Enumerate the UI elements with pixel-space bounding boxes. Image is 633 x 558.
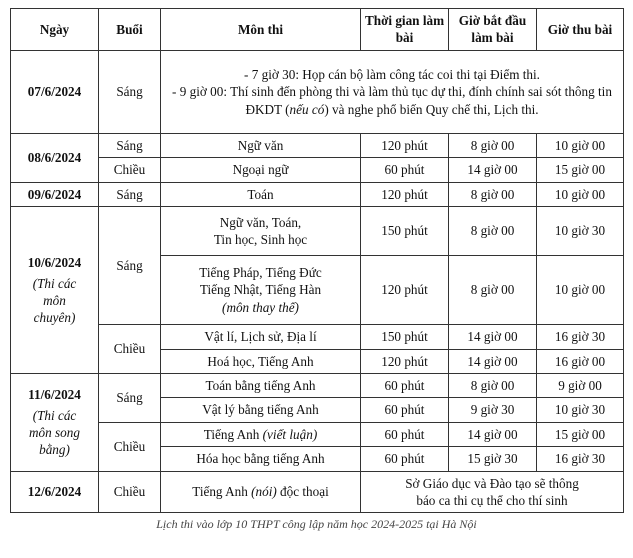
cell-duration: 150 phút [361,207,449,256]
cell-subject: Tiếng Anh (nói) độc thoại [161,471,361,513]
cell-subject: Ngữ văn [161,133,361,157]
table-row [11,422,624,446]
table-body [11,50,624,513]
cell-start-time: 8 giờ 00 [449,133,537,157]
table-row [11,182,624,206]
column-header-end-time: Giờ thu bài [537,9,624,51]
cell-session: Chiều [99,325,161,374]
cell-subject: Toán bằng tiếng Anh [161,373,361,397]
cell-session: Chiều [99,471,161,513]
cell-subject [161,207,361,256]
cell-session: Sáng [99,207,161,325]
cell-date: 08/6/2024 [11,133,99,182]
cell-start-time: 14 giờ 00 [449,349,537,373]
cell-subject: Ngoại ngữ [161,158,361,182]
cell-end-time: 10 giờ 00 [537,133,624,157]
cell-end-time: 10 giờ 30 [537,398,624,422]
column-header-subject: Môn thi [161,9,361,51]
cell-subject: Vật lý bằng tiếng Anh [161,398,361,422]
cell-date [11,207,99,374]
subject-line-3: (môn thay thế) [222,299,299,315]
cell-end-time: 16 giờ 30 [537,447,624,471]
cell-end-time: 15 giờ 00 [537,422,624,446]
cell-start-time: 14 giờ 00 [449,422,537,446]
subject-line-2: Tiếng Nhật, Tiếng Hàn [199,282,322,298]
subject-italic: (viết luận) [262,426,318,442]
table-row [11,373,624,397]
note-line-2: - 9 giờ 00: Thí sinh đến phòng thi và làm thủ tục dự thi, đính chính sai sót thông tin ĐKDT (nếu có) và nghe phổ biến Quy chế thi, Lịch thi. [172,84,612,117]
cell-end-time: 16 giờ 00 [537,349,624,373]
cell-duration: 150 phút [361,325,449,349]
cell-session: Sáng [99,50,161,133]
subject-line-1: Ngữ văn, Toán, [219,214,302,230]
cell-session: Sáng [99,133,161,157]
cell-subject: Tiếng Anh (viết luận) [161,422,361,446]
table-row [11,325,624,349]
cell-session: Sáng [99,182,161,206]
cell-duration: 120 phút [361,256,449,325]
subject-italic: (nói) [251,484,277,500]
cell-subject: Hoá học, Tiếng Anh [161,349,361,373]
cell-date-value: 10/6/2024 [27,255,82,271]
cell-duration: 120 phút [361,133,449,157]
cell-duration: 60 phút [361,158,449,182]
subject-line-2: Tin học, Sinh học [213,232,308,248]
cell-start-time: 15 giờ 30 [449,447,537,471]
cell-end-time: 10 giờ 30 [537,207,624,256]
cell-note [161,50,624,133]
cell-duration: 120 phút [361,349,449,373]
cell-date: 07/6/2024 [11,50,99,133]
cell-end-time: 16 giờ 30 [537,325,624,349]
table-header [11,9,624,51]
cell-date [11,373,99,471]
announcement-line-1: Sở Giáo dục và Đào tạo sẽ thông [405,475,579,491]
cell-start-time: 8 giờ 00 [449,256,537,325]
column-header-duration: Thời gian làm bài [361,9,449,51]
table-row [11,471,624,513]
cell-session: Chiều [99,422,161,471]
cell-end-time: 9 giờ 00 [537,373,624,397]
cell-session: Chiều [99,158,161,182]
table-row [11,207,624,256]
cell-end-time: 10 giờ 00 [537,182,624,206]
cell-duration: 120 phút [361,182,449,206]
cell-announcement [361,471,624,513]
table-header-row [11,9,624,51]
cell-duration: 60 phút [361,398,449,422]
table-row [11,133,624,157]
cell-date-value: 11/6/2024 [28,387,81,403]
column-header-date: Ngày [11,9,99,51]
subject-line-1: Tiếng Pháp, Tiếng Đức [199,264,322,280]
cell-subject: Toán [161,182,361,206]
cell-start-time: 8 giờ 00 [449,373,537,397]
cell-date-note: (Thi các môn song bằng) [29,407,80,458]
cell-date: 12/6/2024 [11,471,99,513]
cell-subject [161,256,361,325]
figure-caption: Lịch thi vào lớp 10 THPT công lập năm học 2024-2025 tại Hà Nội [156,517,477,532]
cell-start-time: 8 giờ 00 [449,182,537,206]
note-line-1: - 7 giờ 30: Họp cán bộ làm công tác coi thi tại Điểm thi. [244,66,540,82]
column-header-session: Buổi [99,9,161,51]
column-header-start-time: Giờ bắt đầu làm bài [449,9,537,51]
note-italic: nếu có [289,101,325,117]
cell-duration: 60 phút [361,447,449,471]
cell-start-time: 14 giờ 00 [449,325,537,349]
cell-session: Sáng [99,373,161,422]
table-row [11,50,624,133]
cell-subject: Vật lí, Lịch sử, Địa lí [161,325,361,349]
cell-end-time: 15 giờ 00 [537,158,624,182]
cell-start-time: 14 giờ 00 [449,158,537,182]
cell-date: 09/6/2024 [11,182,99,206]
exam-schedule-table [10,8,624,513]
cell-duration: 60 phút [361,373,449,397]
cell-date-note: (Thi các môn chuyên) [32,275,77,325]
cell-subject: Hóa học bằng tiếng Anh [161,447,361,471]
announcement-line-2: báo ca thi cụ thể cho thí sinh [416,493,568,509]
cell-start-time: 9 giờ 30 [449,398,537,422]
table-row [11,158,624,182]
cell-duration: 60 phút [361,422,449,446]
cell-end-time: 10 giờ 00 [537,256,624,325]
cell-start-time: 8 giờ 00 [449,207,537,256]
